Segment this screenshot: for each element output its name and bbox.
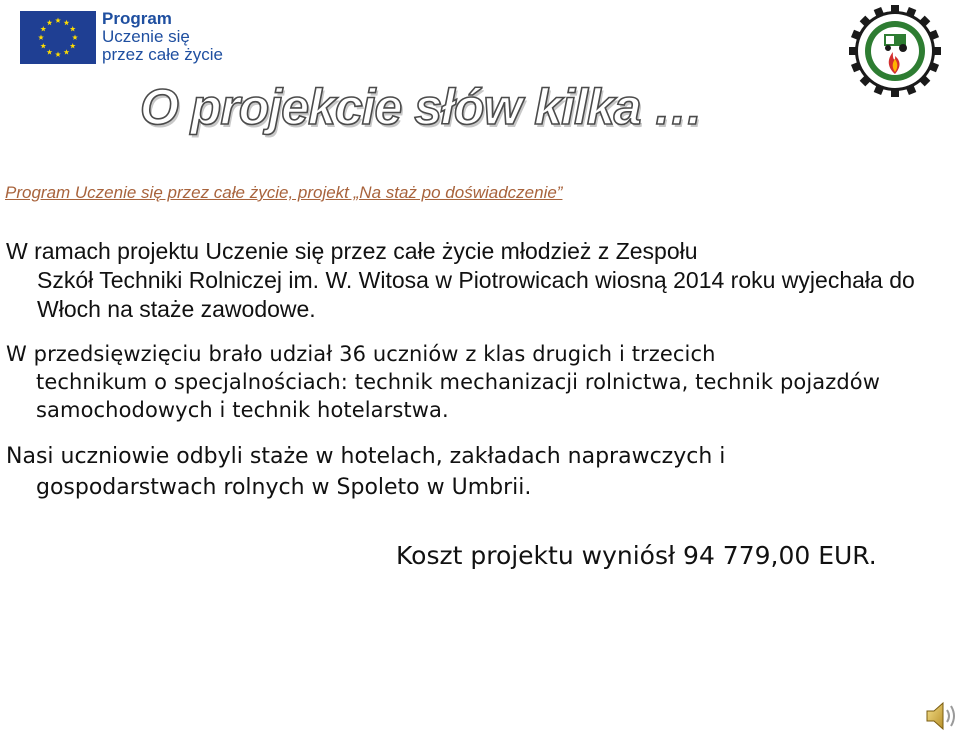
program-logo-line3: przez całe życie <box>102 45 223 64</box>
speaker-icon[interactable] <box>924 700 958 732</box>
paragraph-2 <box>6 340 946 424</box>
slide-title: O projekcie słów kilka … <box>140 79 703 135</box>
school-emblem-icon <box>848 4 942 98</box>
paragraph-2-rest: technikum o specjalnościach: technik mechanizacji rolnictwa, technik pojazdów samochodowych i technik hotelarstwa. <box>36 370 880 422</box>
eu-flag-icon <box>20 11 96 64</box>
program-logo-line1: Program <box>102 9 172 28</box>
paragraph-3-rest: gospodarstwach rolnych w Spoleto w Umbrii. <box>36 475 532 500</box>
paragraph-1-rest: Szkół Techniki Rolniczej im. W. Witosa w Piotrowicach wiosną 2014 roku wyjechała do Włoch na staże zawodowe. <box>37 267 915 322</box>
program-logo-line2: Uczenie się <box>102 27 190 46</box>
paragraph-1-first-line: W ramach projektu Uczenie się przez całe życie młodzież z Zespołu <box>6 238 698 264</box>
project-cost: Koszt projektu wyniósł 94 779,00 EUR. <box>396 541 877 570</box>
paragraph-1 <box>6 237 946 324</box>
slide-subtitle: Program Uczenie się przez całe życie, projekt „Na staż po doświadczenie” <box>5 183 563 202</box>
paragraph-3 <box>6 441 946 503</box>
paragraph-3-first-line: Nasi uczniowie odbyli staże w hotelach, zakładach naprawczych i <box>6 444 726 469</box>
program-logo <box>20 10 223 64</box>
paragraph-2-first-line: W przedsięwzięciu brało udział 36 uczniów z klas drugich i trzecich <box>6 342 716 366</box>
program-logo-text <box>102 10 223 64</box>
